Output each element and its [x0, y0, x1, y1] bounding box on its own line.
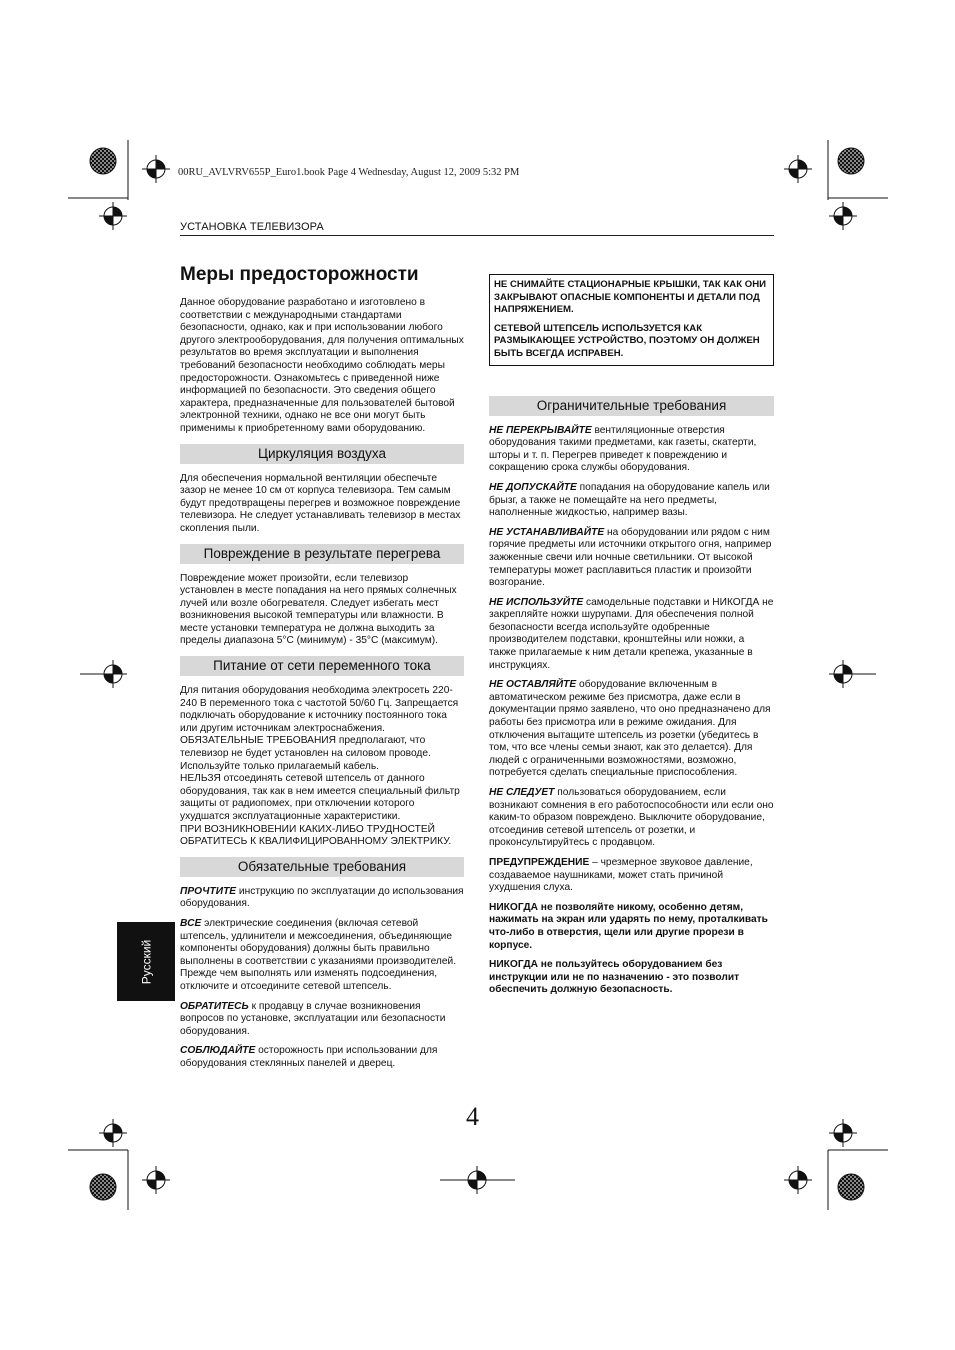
- ac-power-line: ОБЯЗАТЕЛЬНЫЕ ТРЕБОВАНИЯ предполагают, что телевизор не будет установлен на силовом проводе.: [180, 735, 431, 760]
- heading-heat-damage: Повреждение в результате перегрева: [180, 544, 464, 564]
- air-circulation-text: Для обеспечения нормальной вентиляции обеспечьте зазор не менее 10 см от корпуса телевизора. Тем самым будут предотвращены перегрев и возможное повреждение телевизора. Не следует устанавливать телевизор в местах скопления пыли.: [180, 472, 461, 534]
- heading-air-circulation: Циркуляция воздуха: [180, 444, 464, 464]
- page-title: Меры предосторожности: [180, 264, 419, 285]
- never-press-paragraph: НИКОГДА не позволяйте никому, особенно детям, нажимать на экран или ударять по нему, проталкивать что-либо в отверстия, щели или другие прорези в корпусе.: [489, 901, 768, 951]
- intro-paragraph: Данное оборудование разработано и изготовлено в соответствии с международными стандартами безопасности, однако, как и при использовании любого другого электрооборудования, для получения оптимальных результатов во время эксплуатации и выполнения требований безопасности необходимо соблюдать меры предосторожности. Ознакомьтесь с приведенной ниже информацией по безопасности. Это сведения общего характера, предназначенные для пользователей бытовой электронной техники, однако не все они могут быть применимы к приобретенному вами оборудованию.: [180, 297, 464, 434]
- ac-power-line: ПРИ ВОЗНИКНОВЕНИИ КАКИХ-ЛИБО ТРУДНОСТЕЙ ОБРАТИТЕСЬ К КВАЛИФИЦИРОВАННОМУ ЭЛЕКТРИКУ.: [180, 823, 452, 848]
- restriction-item: НЕ ПЕРЕКРЫВАЙТЕ вентиляционные отверстия оборудования такими предметами, как газеты, скатерти, шторы и т. п. Перегрев приведет к повреждению и сокращению срока службы оборудования.: [489, 424, 757, 474]
- file-info-note: 00RU_AVLVRV655P_Euro1.book Page 4 Wednesday, August 12, 2009 5:32 PM: [178, 167, 520, 178]
- restriction-item: НЕ ИСПОЛЬЗУЙТЕ самодельные подставки и НИКОГДА не закрепляйте ножки шурупами. Для обеспечения полной безопасности всегда используйте одобренные производителем подставки, кронштейны или ножки, а также прилагаемые к ним детали крепежа, указанные в инструкциях.: [489, 596, 774, 671]
- warning-box: [489, 274, 774, 366]
- restriction-item: НЕ ДОПУСКАЙТЕ попадания на оборудование капель или брызг, а также не помещайте на него предметы, наполненные жидкостью, например вазы.: [489, 481, 770, 519]
- mandatory-item: ВСЕ электрические соединения (включая сетевой штепсель, удлинители и межсоединения, объединяющие компоненты оборудования) должны быть правильно выполнены в соответствии с указаниями производителей. Прежде чем выполнять или изменять подсоединения, отключите и отсоедините сетевой штепсель.: [180, 917, 457, 992]
- ac-power-line: НЕЛЬЗЯ отсоединять сетевой штепсель от данного оборудования, так как в нем имеется специальный фильтр защиты от радиопомех, при отключении которого ухудшатся эксплуатационные характеристики.: [180, 773, 460, 822]
- restriction-item: НЕ ОСТАВЛЯЙТЕ оборудование включенным в автоматическом режиме без присмотра, даже если в документации прямо заявлено, что оно предназначено для работы без присмотра или в режиме ожидания. Для отключения вытащите штепсель из розетки (убедитесь в том, что все члены семьи знают, как это делается). Для людей с ограниченными возможностями, возможно, потребуется сделать специальные приспособления.: [489, 679, 771, 779]
- starburst-icon: [838, 148, 864, 174]
- page-number: 4: [466, 1102, 479, 1131]
- mandatory-item: СОБЛЮДАЙТЕ осторожность при использовании для оборудования стеклянных панелей и дверец.: [180, 1045, 438, 1069]
- warning-plug: СЕТЕВОЙ ШТЕПСЕЛЬ ИСПОЛЬЗУЕТСЯ КАК РАЗМЫКАЮЩЕЕ УСТРОЙСТВО, ПОЭТОМУ ОН ДОЛЖЕН БЫТЬ ВСЕГДА ИСПРАВЕН.: [494, 322, 760, 359]
- starburst-icon: [90, 148, 116, 174]
- restriction-item: НЕ УСТАНАВЛИВАЙТЕ на оборудовании или рядом с ним горячие предметы или источники открытого огня, например зажженные свечи или ночные светильники. От высокой температуры может расплавиться пластик и произойти возгорание.: [489, 526, 772, 589]
- heading-ac-power: Питание от сети переменного тока: [180, 656, 464, 676]
- starburst-icon: [838, 1174, 864, 1200]
- heat-damage-text: Повреждение может произойти, если телевизор установлен в месте попадания на него прямых солнечных лучей или возле обогревателя. Следует избегать мест возникновения высокой температуры или влажности. В месте установки температура не должна выходить за пределы диапазона 5°C (минимум) - 35°C (максимум).: [180, 572, 457, 647]
- language-tab-label: Русский: [139, 939, 153, 984]
- ac-power-line: Используйте только прилагаемый кабель.: [180, 760, 379, 772]
- never-misuse-paragraph: НИКОГДА не пользуйтесь оборудованием без инструкции или не по назначению - это позволит обеспечить должную безопасность.: [489, 959, 740, 996]
- language-tab-label-wrap: [117, 922, 175, 1001]
- restriction-item: НЕ СЛЕДУЕТ пользоваться оборудованием, если возникают сомнения в его работоспособности или если оно каким-то образом повреждено. Выключите оборудование, отсоединив сетевой штепсель от розетки, и проконсультируйтесь с продавцом.: [489, 787, 774, 849]
- ac-power-text: [180, 685, 464, 849]
- starburst-icon: [90, 1174, 116, 1200]
- warning-covers: НЕ СНИМАЙТЕ СТАЦИОНАРНЫЕ КРЫШКИ, ТАК КАК ОНИ ЗАКРЫВАЮТ ОПАСНЫЕ КОМПОНЕНТЫ И ДЕТАЛИ ПОД НАПРЯЖЕНИЕМ.: [494, 279, 767, 316]
- section-header: УСТАНОВКА ТЕЛЕВИЗОРА: [180, 221, 324, 233]
- right-column: [489, 274, 774, 1004]
- header-divider: [180, 235, 774, 236]
- left-column: [180, 297, 464, 1078]
- caution-paragraph: ПРЕДУПРЕЖДЕНИЕ – чрезмерное звуковое давление, создаваемое наушниками, может стать причиной ухудшения слуха.: [489, 856, 753, 894]
- mandatory-item: ПРОЧТИТЕ инструкцию по эксплуатации до использования оборудования.: [180, 885, 464, 910]
- heading-mandatory: Обязательные требования: [180, 857, 464, 877]
- heading-restrictions: Ограничительные требования: [489, 396, 774, 416]
- ac-power-line: Для питания оборудования необходима электросеть 220-240 В переменного тока с частотой 50/60 Гц. Запрещается подключать оборудование к источнику постоянного тока или другим источникам электроснабжения.: [180, 685, 459, 734]
- mandatory-item: ОБРАТИТЕСЬ к продавцу в случае возникновения вопросов по установке, эксплуатации или безопасности оборудования.: [180, 1000, 446, 1037]
